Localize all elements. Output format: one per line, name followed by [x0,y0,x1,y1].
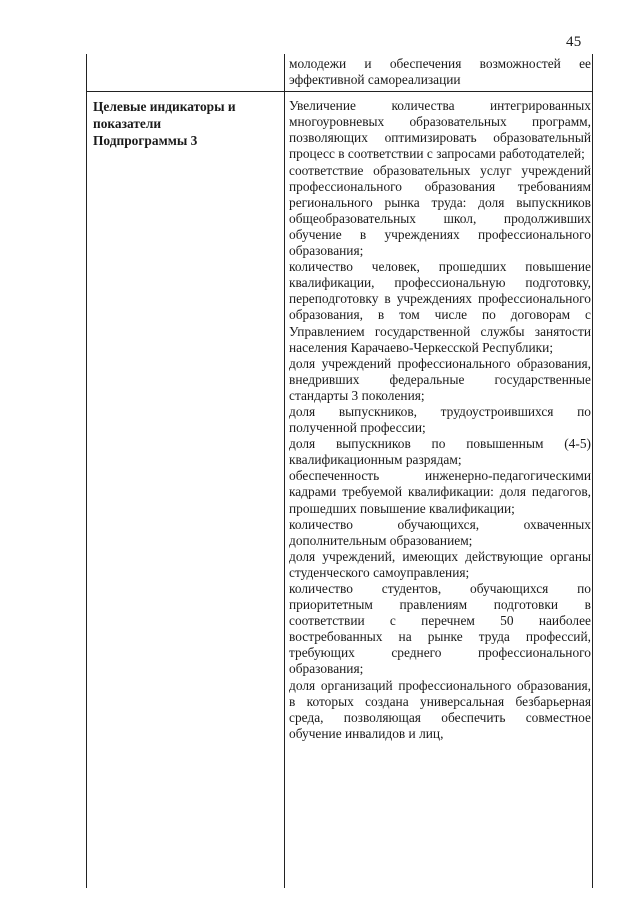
table-row [87,92,593,889]
indicator-item: доля организаций профессионального образования, в которых создана универсальная безбарьерная среда, позволяющая обеспечить совместное обучение инвалидов и лиц, [289,677,591,741]
row-text: молодежи и обеспечения возможностей ее эффективной самореализации [289,56,591,88]
right-cell [285,54,593,92]
left-cell [87,92,285,889]
left-cell [87,54,285,92]
indicator-item: Увеличение количества интегрированных многоуровневых образовательных программ, позволяющих оптимизировать образовательный процесс в соответствии с запросами работодателей; [289,98,591,162]
indicator-item: соответствие образовательных услуг учреждений профессионального образования требованиям регионального рынка труда: доля выпускников общеобразовательных школ, продолживших обучение в учреждениях профессионального образования; [289,162,591,259]
indicator-item: обеспеченность инженерно-педагогическими кадрами требуемой квалификации: доля педагогов, прошедших повышение квалификации; [289,468,591,516]
page-number: 45 [566,34,582,50]
right-cell [285,92,593,889]
indicator-item: доля учреждений профессионального образования, внедривших федеральные государственные стандарты 3 поколения; [289,355,591,403]
indicator-item: доля выпускников, трудоустроившихся по полученной профессии; [289,403,591,436]
row-label: Целевые индикаторы и показатели Подпрограммы 3 [93,99,236,149]
indicator-item: количество человек, прошедших повышение квалификации, профессиональную подготовку, переподготовку в учреждениях профессионального образования, в том числе по договорам с Управлением государственной службы занятости населения Карачаево-Черкесской Республики; [289,259,591,355]
row-label [87,54,284,60]
indicator-item: количество студентов, обучающихся по приоритетным правлениям подготовки в соответствии с перечнем 50 наиболее востребованных на рынке труда профессий, требующих среднего профессионального образования; [289,581,591,677]
indicator-item: доля учреждений, имеющих действующие органы студенческого самоуправления; [289,548,591,580]
indicator-list [285,92,592,888]
indicator-item: доля выпускников по повышенным (4-5) квалификационным разрядам; [289,436,591,468]
program-table [86,54,593,888]
table-row [87,54,593,92]
indicator-item: количество обучающихся, охваченных дополнительным образованием; [289,516,591,548]
